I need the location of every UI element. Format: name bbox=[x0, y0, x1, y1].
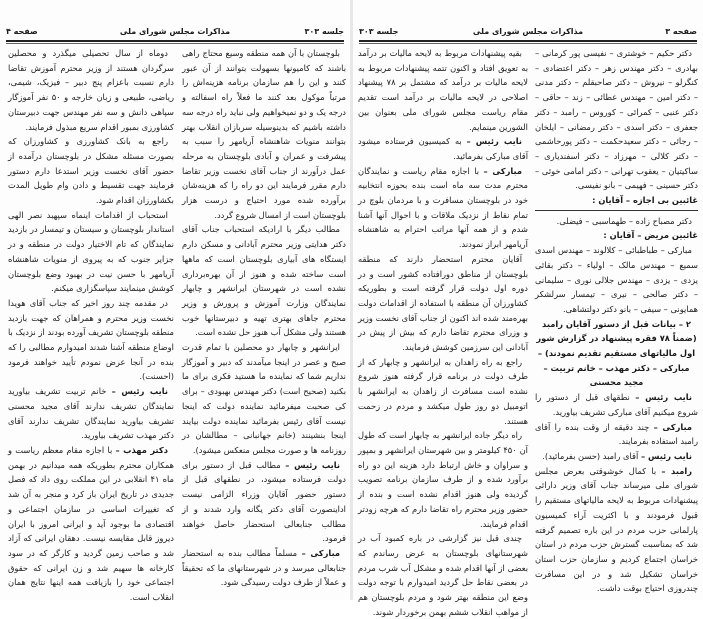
speaker-name: مبارکی – bbox=[653, 421, 692, 432]
paragraph bbox=[8, 384, 174, 443]
paragraph bbox=[8, 443, 174, 605]
paragraph bbox=[535, 214, 698, 229]
paragraph bbox=[535, 390, 698, 419]
paragraph-text: مطالب دیگر با ارادیکه استحباب جناب آقای دکتر هدایتی وزیر محترم آبادانی و مسکن دارم ایستگاه های آبیاری بلوچستان است که ماهها است ساخته شده و هنوز از آن بهره‌برداری نشده است در شهرستان ایرانشهر و چابهار نمایندگان وزارت آموزش و پرورش و وزیر محترم جاهای بهتری تهیه و دبیرستانها خوب هستند ولی مشکل آب هنوز حل نشده است. bbox=[182, 224, 346, 338]
text-column-left bbox=[358, 46, 528, 617]
speaker-name: مبارکی – bbox=[301, 547, 341, 558]
speaker-name: نایب رئیس – bbox=[111, 386, 168, 397]
paragraph bbox=[8, 208, 174, 296]
speaker-name: نایب رئیس – bbox=[285, 459, 341, 470]
section-heading: غائبین مریض – آقایان : bbox=[603, 230, 698, 241]
paragraph bbox=[8, 134, 174, 208]
paragraph-text: با اجازه مقام معظم ریاست و همکاران محترم بطوریکه همه میدانیم در بهمن ماه ۴۱ انقلابی در این مملکت روی داد که فصل جدیدی در تاریخ ایران باز کرد و منجر به آن شد که تغییرات اساسی در سازمان اجتماعی و اقتصادی ما بوجود آید و ایرانی امروز با ایران دیروز قابل مقایسه نیست. دهقان ایرانی که آزاد شد و صاحب زمین گردید و کارگر که در سود کارخانه ها سهیم شد و زن ایرانی که حقوق اجتماعی خود را بازیافت همه اینها نتایج همان انقلاب است. bbox=[8, 444, 174, 603]
paragraph-text: خانم تربیت تشریف بیاورید نمایندگان تشریف ندارند آقای مجید محسنی تشریف بیاورید نمایندگان تشریف ندارند آقای دکتر مهذب تشریف بیاورید. bbox=[8, 386, 174, 441]
paragraph-text: بلوچستان با آن همه منطقه وسیع محتاج راهی باشند که کامیونها بسهولت بتوانند از آن عبور کنند و این را هم سازمان برنامه هزینه‌اش را مرتباً موکول بعد کنند ما فعلاً راه اسفالته و درجه یک و دو نمیخواهیم ولی نباید راه درجه سه داشته باشیم که بدینوسیله سربازان انقلاب بهتر بتوانند منویات شاهنشاه آریامهر را سبب به پیشرفت و عمران و آبادی بلوچستان به مرحله عمل درآورند از جناب آقای نخست وزیر تقاضا دارم مقرر فرمایند این دو راه را که هزینه‌شان برآورده شده مورد احتیاج و درست هزار بلوچستان است از امسال شروع گردد. bbox=[182, 48, 346, 220]
paragraph-text: چندی قبل نیز گزارشی در باره کمبود آب در شهرستانهای بلوچستان به عرض رساندم که بعضی از آنها اقدام شده و مشکل آب شرب مردم در بعضی نقاط حل گردید امیدوارم با توجه دولت وضع این منطقه بهتر شود و مردم بلوچستان هم از مواهب انقلاب ششم بهمن برخوردار شوند. bbox=[358, 533, 528, 617]
paragraph-text: استحباب از اقدامات اینماه سپهبد نصر الهی استاندار بلوچستان و سیستان و تیمسار در بازدید نمایندگان که تام الاختیار دولت در منطقه و در جزایر جنوب که به پیروی از منویات شاهنشاه آریامهر با حسن نیت در بهبود وضع بلوچستان کوشش مینمایند سپاسگزاری میکنم. bbox=[8, 209, 174, 294]
speaker-name: نایب رئیس – bbox=[640, 450, 692, 461]
paragraph-text: مسلماً مطالب بنده به استحضار جنابعالی میرسد و در شهرستانهای ما که تحقیقاً و عملاً از طرف دولت رسیدگی شود. bbox=[182, 547, 346, 588]
speaker-name: نایب رئیس – bbox=[635, 392, 693, 403]
paragraph-text: چند دقیقه از وقت بنده را آقای رامبد استفاده بفرمایند. bbox=[535, 421, 698, 447]
paragraph bbox=[182, 458, 346, 546]
paragraph-text: با اجازه مقام ریاست و نمایندگان محترم مدت سه ماه است بنده بحوزه انتخابیه خود در بلوچستان مسافرت و با مردمان بلوچ در تمام نقاط از نزدیک ملاقات و با احوال آنها آشنا شدم و از همه آنها مراتب احترام به شاهنشاه آریامهر ابراز نمودند. bbox=[358, 165, 528, 250]
paragraph bbox=[358, 134, 528, 163]
paragraph-text: راه دیگر جاده ایرانشهر به چابهار است که طول آن ۴۵۰ کیلومتر و بین شهرستان ایرانشهر و بمپور و سراوان و خاش ارتباط دارد هزینه این دو راه برآورد شده و از طرف سازمان برنامه تصویب گردیده ولی هنوز اقدام نشده است و بنده از حضور وزیر محترم راه تقاضا دارم که هرچه زودتر اقدام فرمایند. bbox=[358, 430, 528, 529]
paragraph-text: مبارکی – طباطبائی – کلالوند – مهندس اسدی سمیع – مهندس مالک – اولیاء – دکتر بقائی یزدی – یزدی – مهندس جلالی نوری – سلیمانی – دکتر صالحی – نیری – تیمسار سرلشکر همایونی – سیفی – بانو دکتر دولتشاهی. bbox=[535, 245, 698, 314]
right-page bbox=[353, 0, 703, 617]
speaker-name: رامبد – bbox=[661, 465, 692, 476]
session-number: جلسه ۳۰۳ bbox=[304, 27, 344, 36]
paragraph-text: دکتر مصباح زاده – طهماسبی – فیضلی. bbox=[556, 215, 692, 226]
header-rule-thin bbox=[6, 43, 344, 44]
paragraph bbox=[535, 243, 698, 317]
paragraph bbox=[8, 46, 174, 134]
page-header bbox=[359, 27, 697, 39]
paragraph bbox=[358, 252, 528, 355]
speaker-name: نایب رئیس – bbox=[466, 136, 523, 147]
session-number: جلسه ۳۰۳ bbox=[359, 27, 399, 36]
paragraph-text: بقیه پیشنهادات مربوط به لایحه مالیات بر درآمد به تعویق افتاد و اکنون تتمه پیشنهادات مربوط به لایحه مالیات بر درآمد که مشتمل بر ۷۸ پیشنهاد اصلاحی در لایحه مالیات بر درآمد است تقدیم مقام ریاست مجلس شورای ملی بعنوان بین الشورین مینمایم. bbox=[358, 48, 528, 132]
paragraph-text: دکتر حکیم – خوشتری – نفیسی پور کرمانی – بهادری – دکتر مهندس زهر – دکتر اعتضادی – کنگرلو – نیروش – دکتر صاحبقلم – دکتر مدنی – دکتر امین – مهندس عطائی – زند – حاقی – دکتر عنبی – کمرائی – کوروس – رامبد – دکتر جعفری – دکتر اسدی – دکتر رمضانی – ایلخان – رجائی – دکتر سعیدحکمت – دکتر پورحاشمی – دکتر کلالی – مهرزاد – دکتر اسفندیاری – ساکیتیان – یعقوب تهرانی – دکتر امامی خوئی – دکتر حسینی – فهیمی – بانو نفیسی. bbox=[535, 48, 698, 191]
paragraph-text: دوماه از سال تحصیلی میگذرد و محصلین سرگردان هستند از وزیر محترم آموزش تقاضا دارم نسبت باعزام پنج دبیر – فیزیک، شیمی، ریاضی، طبیعی و زبان خارجه و ۵۰ نفر آموزگار سپاهی دانش و سه نفر مهندس جهت دبیرستان کشاورزی بمبور اقدام سریع مبذول فرمایند. bbox=[8, 48, 175, 132]
paragraph-text: آقای رامبد (حسن بفرمائید). bbox=[542, 450, 639, 461]
text-column-right bbox=[535, 46, 698, 596]
paragraph bbox=[535, 464, 698, 596]
paragraph-text: مطالب قبل از دستور برای دولت فرستاده میشود، در نطقهای قبل از دستور حضور آقایان وزراء الزامی نیست اداینصورت آقای دکتر یگانه وارد شدند و از مطالب جنابعالی استحضار حاصل خواهند فرمود. bbox=[182, 459, 346, 544]
paragraph bbox=[358, 46, 528, 134]
page-header bbox=[6, 27, 344, 39]
paragraph bbox=[182, 222, 346, 340]
paragraph bbox=[358, 428, 528, 531]
paragraph-text: در مقدمه چند روز اخیر که جناب آقای هویدا نخست وزیر محترم و همراهان که جهت بازدید منطقه بلوچستان تشریف آورده بودند از نزدیک با اوضاع منطقه آشنا شدند امیدوارم مطالبی را که بنده در آنجا عرض نمودم تأیید خواهند فرمود (احسنت). bbox=[8, 297, 174, 382]
speaker-name: دکتر مهذب – bbox=[115, 444, 168, 455]
paragraph bbox=[358, 531, 528, 619]
speaker-name: مبارکی – bbox=[483, 165, 523, 176]
paragraph-text: آقایان محترم استحضار دارند که منطقه بلوچستان از مناطق دورافتاده کشور است و در دوره اول دولت قرار گرفته است و بطوریکه کشاورزان آن منطقه با استفاده از اقدامات دولت بهره‌مند شده اند اکنون از جناب آقای نخست وزیر و وزرای محترم تقاضا دارم که بیش از پیش در آبادانی این سرزمین کوشش فرمایند. bbox=[358, 253, 528, 353]
paragraph-text: ایرانشهر و چابهار دو محصلین با تمام قدرت صبح و عصر در اینجا میآمدند که دبیر و آموزگار نداریم شما که نماینده ما هستید فکری برای ما بکنید (صحیح است) دکتر مهندس بهبودی – برای کی صحبت میفرمائید نماینده دولت که اینجا نیست آقای رئیس بفرمائید نماینده دولت بیایند اینجا بنشینند (خانم جهانبانی – مطالشان در روزنامه ها و صورت مجلس منعکس میشود). bbox=[182, 342, 346, 455]
paragraph bbox=[535, 449, 698, 464]
paragraph bbox=[182, 546, 346, 590]
left-page bbox=[0, 0, 350, 603]
paragraph bbox=[182, 46, 346, 222]
paragraph bbox=[535, 46, 698, 193]
paragraph bbox=[535, 420, 698, 449]
header-rule bbox=[6, 40, 344, 42]
paragraph bbox=[358, 164, 528, 252]
header-rule-thin bbox=[359, 43, 697, 44]
section-heading: غائبین بی اجازه – آقایان : bbox=[535, 193, 698, 211]
paragraph bbox=[358, 355, 528, 429]
running-title: مذاکرات مجلس شورای ملی bbox=[472, 27, 584, 36]
text-column-right bbox=[182, 46, 346, 596]
page-number: صفحه ۳ bbox=[665, 27, 697, 36]
paragraph bbox=[8, 296, 174, 384]
paragraph-text: نطقهای قبل از دستور را شروع میکنیم آقای مبارکی تشریف بیاورید. bbox=[535, 392, 698, 417]
paragraph-text: راجع به بانک کشاورزی و کشاورزان که بصورت مسئله مشکل در بلوچستان درآمده از حضور آقای نخست وزیر استدعا دارم دستور فرمایند جهت تقسیط و دادن وام طویل المدت بکشاورزان اقدام شود. bbox=[8, 136, 174, 206]
paragraph bbox=[182, 340, 346, 458]
text-column-left bbox=[8, 46, 175, 603]
paragraph-text: راجع به راه زاهدان به ایرانشهر و چابهار که از طرف دولت در برنامه قرار گرفته هنوز شروع نشده است مسافرت از زاهدان به ایرانشهر با اتومبیل دو روز طول میکشد و مردم در زحمت هستند. bbox=[358, 356, 528, 426]
paragraph-text: با کمال خوشوقتی بعرض مجلس شورای ملی میرساند جناب آقای وزیر دارائی پیشنهادات مربوط به لایحه مالیاتهای مستقیم را قبول فرمودند و با اکثریت آراء کمیسیون پارلمانی حزب مردم در این باره تصمیم گرفته شد که بمناسبت گسترش حزب مردم در استان خراسان اجتماع کردیم و سازمان حزب استان خراسان تشکیل شد و در این مسافرت چندروزی احتیاج بوقت داشت. bbox=[535, 465, 698, 594]
header-rule bbox=[359, 40, 697, 42]
agenda-heading: ۲ – بیانات قبل از دستور آقایان رامبد (ضمناً ۷۸ فقره پیشنهاد در گزارش شور اول مالیاتهای مستقیم تقدیم نمودند) – مبارکی – دکتر مهذب – خانم تربیت – مجید محسنی bbox=[536, 318, 697, 388]
page-number: صفحه ۴ bbox=[6, 27, 38, 36]
running-title: مذاکرات مجلس شورای ملی bbox=[119, 27, 231, 36]
paragraph-text: به کمیسیون فرستاده میشود آقای مبارکی بفرمائید. bbox=[358, 136, 528, 161]
